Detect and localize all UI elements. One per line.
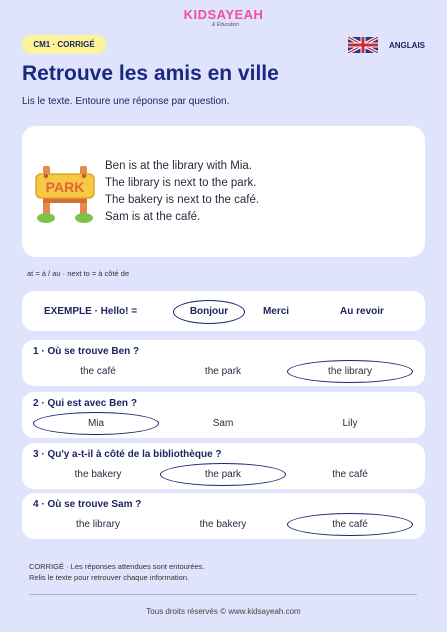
answer-option[interactable]: the café xyxy=(80,366,116,377)
answer-option[interactable]: the café xyxy=(332,519,368,530)
question-row xyxy=(22,340,425,386)
question-row xyxy=(22,493,425,539)
footer-note: Relis le texte pour retrouver chaque information. xyxy=(29,573,190,582)
answer-option[interactable]: the café xyxy=(332,469,368,480)
answer-option[interactable]: Mia xyxy=(87,418,105,429)
instruction: Lis le texte. Entoure une réponse par question. xyxy=(22,96,230,107)
example-option[interactable]: Au revoir xyxy=(340,306,384,317)
question-title: 4 · Où se trouve Sam ? xyxy=(33,499,142,510)
park-sign-text: PARK xyxy=(45,179,85,195)
answer-option[interactable]: Lily xyxy=(342,418,358,429)
brand-logo xyxy=(0,7,447,28)
answer-option[interactable]: the library xyxy=(328,366,372,377)
footer-divider xyxy=(29,594,417,595)
question-title: 3 · Qu'y a-t-il à côté de la bibliothèque ? xyxy=(33,449,222,460)
example-row xyxy=(22,291,425,331)
logo-sub: & Éducation xyxy=(212,22,239,28)
answer-option[interactable]: Sam xyxy=(212,418,234,429)
copyright: Tous droits réservés © www.kidsayeah.com xyxy=(146,607,301,616)
example-label: EXEMPLE · Hello! = xyxy=(44,306,138,317)
question-row xyxy=(22,392,425,438)
answer-option[interactable]: the park xyxy=(204,366,242,377)
story-card xyxy=(22,126,425,257)
logo-text: KIDSAYEAH xyxy=(183,7,264,22)
footer-note: CORRIGÉ · Les réponses attendues sont entourées. xyxy=(29,562,205,571)
vocabulary-legend: at = à / au · next to = à côté de xyxy=(27,269,130,278)
story-text xyxy=(105,158,259,226)
answer-option[interactable]: the bakery xyxy=(74,469,122,480)
answer-option[interactable]: the park xyxy=(204,469,242,480)
answer-option[interactable]: the bakery xyxy=(199,519,247,530)
answer-option[interactable]: the library xyxy=(76,519,120,530)
page-title: Retrouve les amis en ville xyxy=(22,62,279,85)
example-option[interactable]: Merci xyxy=(262,306,290,317)
question-title: 2 · Qui est avec Ben ? xyxy=(33,398,137,409)
question-row xyxy=(22,443,425,489)
story-line: Sam is at the café. xyxy=(105,211,201,223)
story-line: Ben is at the library with Mia. xyxy=(105,160,253,172)
language-label: ANGLAIS xyxy=(389,41,425,50)
uk-flag-icon xyxy=(348,37,378,53)
story-line: The library is next to the park. xyxy=(105,177,257,189)
story-line: The bakery is next to the café. xyxy=(105,194,260,206)
example-option[interactable]: Bonjour xyxy=(189,306,229,317)
level-badge: CM1 · CORRIGÉ xyxy=(22,35,106,54)
question-title: 1 · Où se trouve Ben ? xyxy=(33,346,140,357)
park-sign-icon xyxy=(34,160,96,224)
